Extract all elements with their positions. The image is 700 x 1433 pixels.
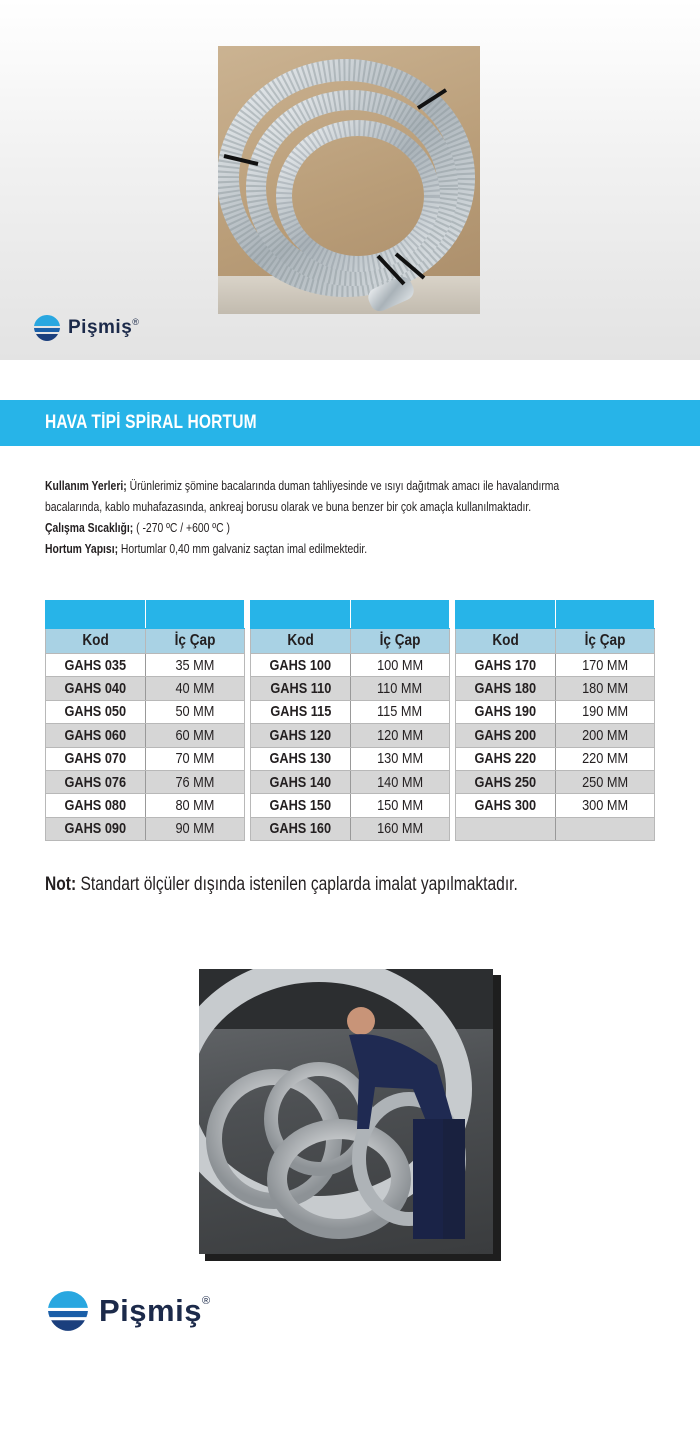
table-row: GAHS 060 60 MM: [46, 724, 245, 747]
structure-line: [45, 539, 560, 560]
usage-line-1: [45, 476, 560, 497]
table-row: GAHS 120 120 MM: [251, 724, 450, 747]
coiled-hose-illustration: [218, 46, 480, 314]
table-row: GAHS 150 150 MM: [251, 794, 450, 817]
spiral-hose-photo: [218, 46, 480, 314]
structure-label: Hortum Yapısı;: [45, 542, 119, 556]
size-table-2: [250, 600, 450, 841]
size-table-3: [455, 600, 655, 841]
table-row: GAHS 200 200 MM: [456, 724, 655, 747]
col-code-header: Kod: [456, 629, 556, 654]
worker-illustration: [199, 969, 493, 1254]
col-diameter-header: İç Çap: [351, 629, 450, 654]
usage-text-1: Ürünlerimiz şömine bacalarında duman tahliyesinde ve ısıyı dağıtmak amacı ile havalandırma: [129, 479, 560, 493]
table-top-band: [456, 601, 655, 629]
table-row: GAHS 100 100 MM: [251, 654, 450, 677]
table-row: GAHS 115 115 MM: [251, 700, 450, 723]
col-code-header: Kod: [251, 629, 351, 654]
table-header-row: [456, 629, 655, 654]
table-header-row: [251, 629, 450, 654]
usage-text-2: bacalarında, kablo muhafazasında, ankreaj borusu olarak ve buna benzer bir çok amaçla kullanılmaktadır.: [45, 500, 532, 514]
table-row: GAHS 080 80 MM: [46, 794, 245, 817]
table-row: GAHS 160 160 MM: [251, 817, 450, 840]
note-line: [45, 874, 518, 896]
table-row: [456, 817, 655, 840]
structure-text: Hortumlar 0,40 mm galvaniz saçtan imal edilmektedir.: [120, 542, 368, 556]
footer-registered-mark: ®: [201, 1295, 211, 1307]
table-row: GAHS 140 140 MM: [251, 770, 450, 793]
title-bar: [0, 400, 700, 446]
table-row: GAHS 300 300 MM: [456, 794, 655, 817]
table-row: GAHS 035 35 MM: [46, 654, 245, 677]
table-row: GAHS 076 76 MM: [46, 770, 245, 793]
table-row: GAHS 070 70 MM: [46, 747, 245, 770]
table-top-band: [251, 601, 450, 629]
note-label: Not:: [45, 874, 77, 895]
temperature-label: Çalışma Sıcaklığı;: [45, 521, 134, 535]
usage-label: Kullanım Yerleri;: [45, 479, 127, 493]
footer-logo: [45, 1288, 210, 1334]
table-row: GAHS 090 90 MM: [46, 817, 245, 840]
col-diameter-header: İç Çap: [146, 629, 245, 654]
footer-logo-text: Pişmiş: [99, 1293, 202, 1328]
temperature-line: [45, 518, 560, 539]
worker-with-hoses-photo: [199, 969, 493, 1254]
col-code-header: Kod: [46, 629, 146, 654]
col-diameter-header: İç Çap: [556, 629, 655, 654]
temperature-text: ( -270 ºC / +600 ºC ): [136, 521, 230, 535]
note-text: Standart ölçüler dışında istenilen çaplarda imalat yapılmaktadır.: [80, 874, 518, 895]
table-header-row: [46, 629, 245, 654]
brand-logo-icon: [45, 1288, 91, 1334]
brand-logo-icon: [32, 313, 62, 343]
table-row: GAHS 220 220 MM: [456, 747, 655, 770]
header-registered-mark: ®: [132, 317, 139, 327]
table-row: GAHS 110 110 MM: [251, 677, 450, 700]
usage-line-2: [45, 497, 560, 518]
table-row: GAHS 040 40 MM: [46, 677, 245, 700]
table-row: GAHS 190 190 MM: [456, 700, 655, 723]
header-logo-text: Pişmiş: [68, 317, 133, 338]
hero-section: [0, 0, 700, 360]
product-description: [45, 476, 665, 560]
table-top-band: [46, 601, 245, 629]
table-row: GAHS 250 250 MM: [456, 770, 655, 793]
table-row: GAHS 130 130 MM: [251, 747, 450, 770]
size-table-1: [45, 600, 245, 841]
worker-photo-frame: [199, 969, 501, 1261]
table-row: GAHS 050 50 MM: [46, 700, 245, 723]
page-title: HAVA TİPİ SPİRAL HORTUM: [45, 412, 257, 433]
header-logo: [32, 313, 139, 343]
table-row: GAHS 180 180 MM: [456, 677, 655, 700]
table-row: GAHS 170 170 MM: [456, 654, 655, 677]
